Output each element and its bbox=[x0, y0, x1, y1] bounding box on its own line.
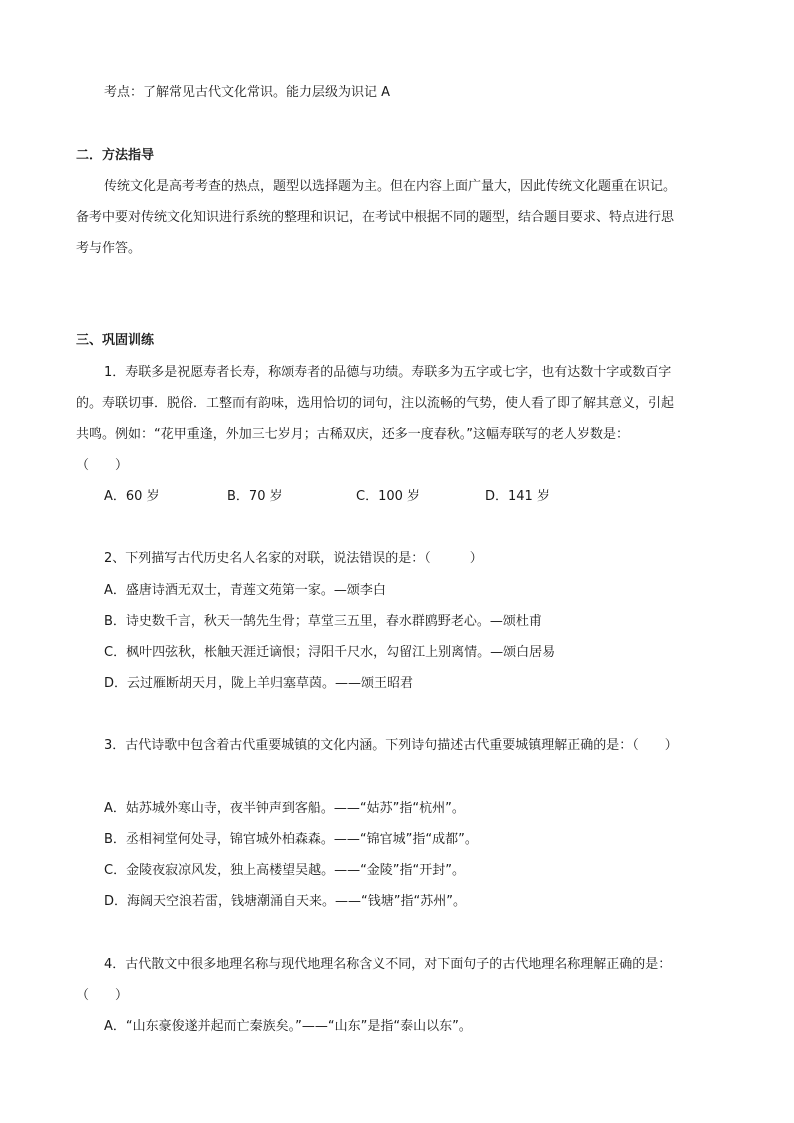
q3-option-d: D．海阔天空浪若雷，钱塘潮涌自天来。——“钱塘”指“苏州”。 bbox=[104, 894, 466, 909]
q2-option-b: B．诗史数千言，秋天一鹄先生骨；草堂三五里，春水群鸥野老心。—颂杜甫 bbox=[104, 614, 542, 629]
section-3-heading: 三、巩固训练 bbox=[76, 333, 155, 348]
q4-line-1: 4．古代散文中很多地理名称与现代地理名称含义不同，对下面句子的古代地理名称理解正确的是： bbox=[104, 957, 672, 972]
q2-option-c: C．枫叶四弦秋，枨触天涯迁谪恨；浔阳千尺水，勾留江上别离情。—颂白居易 bbox=[104, 645, 556, 660]
q3-stem: 3．古代诗歌中包含着古代重要城镇的文化内涵。下列诗句描述古代重要城镇理解正确的是：（ ） bbox=[104, 738, 678, 753]
section-2-heading: 二．方法指导 bbox=[76, 148, 155, 163]
q1-option-c: C．100 岁 bbox=[356, 489, 421, 504]
kaodian-text: 考点：了解常见古代文化常识。能力层级为识记 A bbox=[104, 85, 391, 100]
section-2-line-2: 备考中要对传统文化知识进行系统的整理和识记，在考试中根据不同的题型，结合题目要求、特点进行思 bbox=[76, 210, 675, 225]
q1-option-a: A．60 岁 bbox=[104, 489, 160, 504]
q1-line-2: 的。寿联切事．脱俗．工整而有韵味，选用恰切的词句，注以流畅的气势，使人看了即了解其意义，引起 bbox=[76, 396, 675, 411]
q3-option-b: B．丞相祠堂何处寻，锦官城外柏森森。——“锦官城”指“成都”。 bbox=[104, 832, 478, 847]
q4-option-a: A．“山东豪俊遂并起而亡秦族矣。”——“山东”是指“泰山以东”。 bbox=[104, 1019, 472, 1034]
q1-option-b: B．70 岁 bbox=[227, 489, 283, 504]
q1-line-3: 共鸣。例如：“花甲重逢，外加三七岁月；古稀双庆，还多一度春秋。”这幅寿联写的老人岁数是： bbox=[76, 427, 629, 442]
q2-option-a: A．盛唐诗酒无双士，青莲文苑第一家。—颂李白 bbox=[104, 583, 386, 598]
q3-option-c: C．金陵夜寂凉风发，独上高楼望吴越。——“金陵”指“开封”。 bbox=[104, 863, 466, 878]
section-2-line-3: 考与作答。 bbox=[76, 241, 142, 256]
q1-line-1: 1．寿联多是祝愿寿者长寿，称颂寿者的品德与功绩。寿联多为五字或七字，也有达数十字或数百字 bbox=[104, 365, 672, 380]
q2-stem: 2、下列描写古代历史名人名家的对联，说法错误的是：（ ） bbox=[104, 551, 483, 566]
q3-option-a: A．姑苏城外寒山寺，夜半钟声到客船。——“姑苏”指“杭州”。 bbox=[104, 801, 465, 816]
section-2-line-1: 传统文化是高考考查的热点，题型以选择题为主。但在内容上面广量大，因此传统文化题重在识记。 bbox=[104, 179, 677, 194]
q1-line-4: （ ） bbox=[76, 458, 129, 473]
q4-line-2: （ ） bbox=[76, 988, 129, 1003]
q2-option-d: D．云过雁断胡天月，陇上羊归塞草茵。——颂王昭君 bbox=[104, 676, 414, 691]
q1-option-d: D．141 岁 bbox=[485, 489, 550, 504]
